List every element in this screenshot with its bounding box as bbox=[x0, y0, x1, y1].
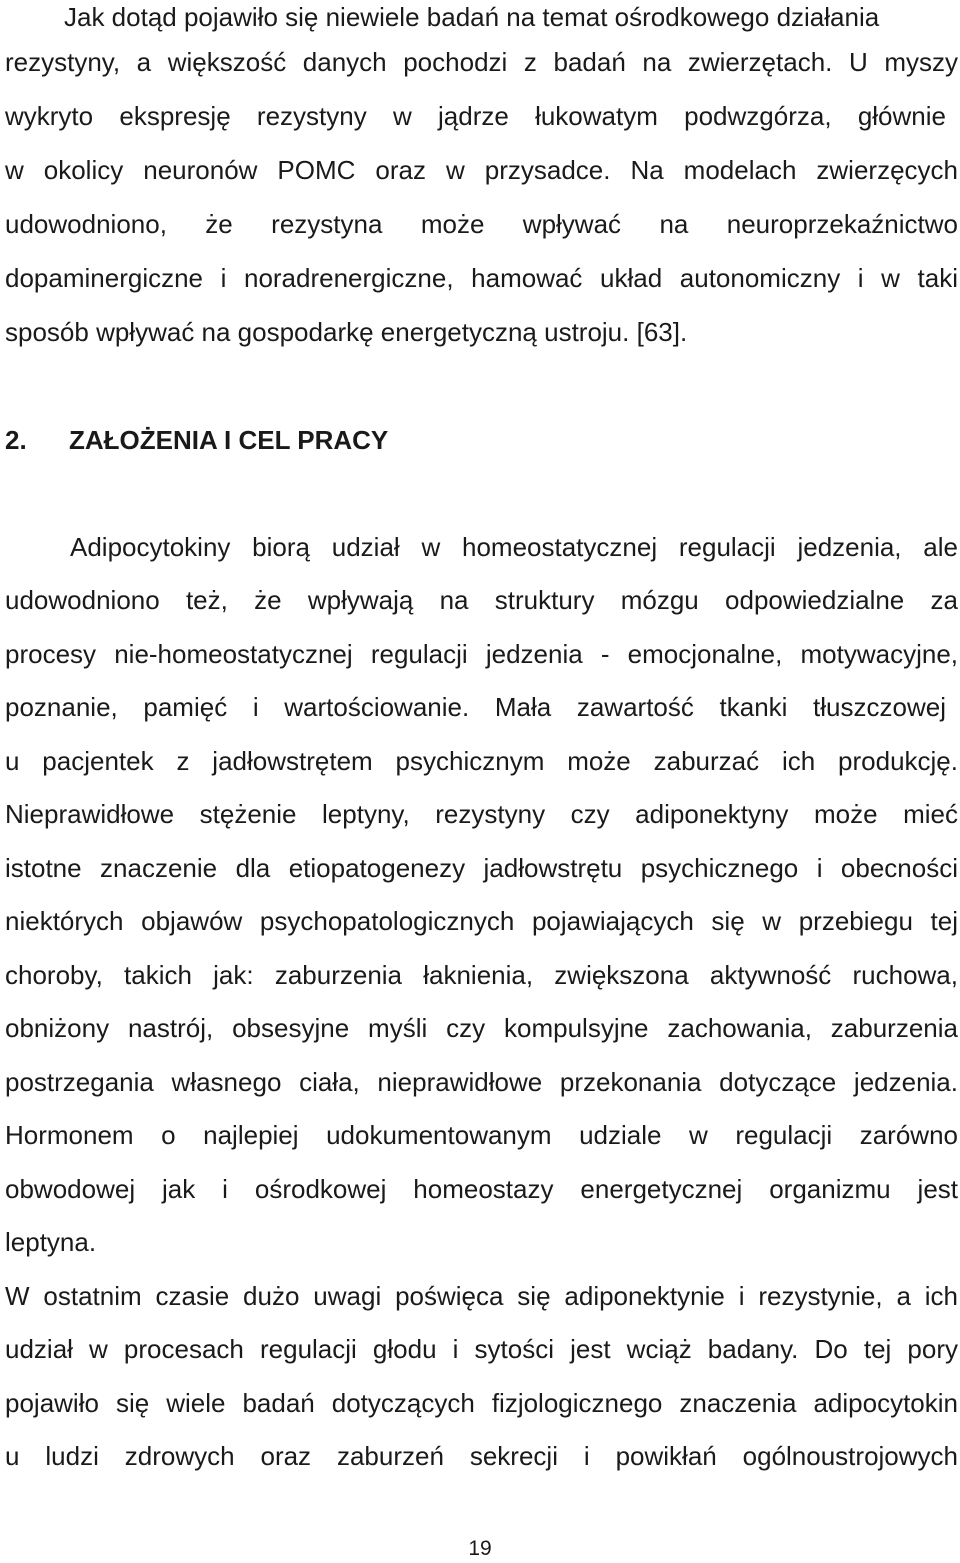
page-number: 19 bbox=[468, 1537, 492, 1560]
text-line: istotne znaczenie dla etiopatogenezy jadłowstrętu psychicznego i obecności bbox=[5, 853, 958, 883]
text-line: udowodniono też, że wpływają na struktury mózgu odpowiedzialne za bbox=[5, 585, 958, 615]
text-line: leptyna. bbox=[5, 1227, 97, 1257]
text-line: niektórych objawów psychopatologicznych pojawiających się w przebiegu tej bbox=[5, 906, 958, 936]
text-line: u ludzi zdrowych oraz zaburzeń sekrecji i powikłań ogólnoustrojowych bbox=[5, 1441, 958, 1471]
section-number: 2. bbox=[5, 425, 27, 455]
text-line: obwodowej jak i ośrodkowej homeostazy energetycznej organizmu jest bbox=[5, 1174, 958, 1204]
text-line: sposób wpływać na gospodarkę energetyczną ustroju. [63]. bbox=[5, 317, 688, 347]
text-line: u pacjentek z jadłowstrętem psychicznym może zaburzać ich produkcję. bbox=[5, 746, 958, 776]
text-line: dopaminergiczne i noradrenergiczne, hamować układ autonomiczny i w taki bbox=[5, 263, 958, 293]
text-line: procesy nie-homeostatycznej regulacji jedzenia - emocjonalne, motywacyjne, bbox=[5, 639, 958, 669]
text-line: Nieprawidłowe stężenie leptyny, rezystyny czy adiponektyny może mieć bbox=[5, 799, 958, 829]
text-line: W ostatnim czasie dużo uwagi poświęca się adiponektynie i rezystynie, a ich bbox=[5, 1281, 958, 1311]
text-line: poznanie, pamięć i wartościowanie. Mała zawartość tkanki tłuszczowej bbox=[5, 692, 946, 722]
text-line: choroby, takich jak: zaburzenia łaknienia, zwiększona aktywność ruchowa, bbox=[5, 960, 958, 990]
text-line: postrzegania własnego ciała, nieprawidłowe przekonania dotyczące jedzenia. bbox=[5, 1067, 958, 1097]
text-line: wykryto ekspresję rezystyny w jądrze łukowatym podwzgórza, głównie bbox=[5, 101, 946, 131]
text-line: obniżony nastrój, obsesyjne myśli czy kompulsyjne zachowania, zaburzenia bbox=[5, 1013, 958, 1043]
text-line: udział w procesach regulacji głodu i sytości jest wciąż badany. Do tej pory bbox=[5, 1334, 958, 1364]
section-title: ZAŁOŻENIA I CEL PRACY bbox=[69, 425, 389, 455]
text-line: Hormonem o najlepiej udokumentowanym udziale w regulacji zarówno bbox=[5, 1120, 958, 1150]
text-line: pojawiło się wiele badań dotyczących fizjologicznego znaczenia adipocytokin bbox=[5, 1388, 958, 1418]
text-line: Adipocytokiny biorą udział w homeostatycznej regulacji jedzenia, ale bbox=[70, 532, 958, 562]
text-line: rezystyny, a większość danych pochodzi z badań na zwierzętach. U myszy bbox=[5, 47, 958, 77]
text-line: udowodniono, że rezystyna może wpływać na neuroprzekaźnictwo bbox=[5, 209, 958, 239]
text-line: Jak dotąd pojawiło się niewiele badań na temat ośrodkowego działania bbox=[64, 2, 880, 32]
section-heading bbox=[5, 423, 388, 457]
text-line: w okolicy neuronów POMC oraz w przysadce. Na modelach zwierzęcych bbox=[5, 155, 958, 185]
